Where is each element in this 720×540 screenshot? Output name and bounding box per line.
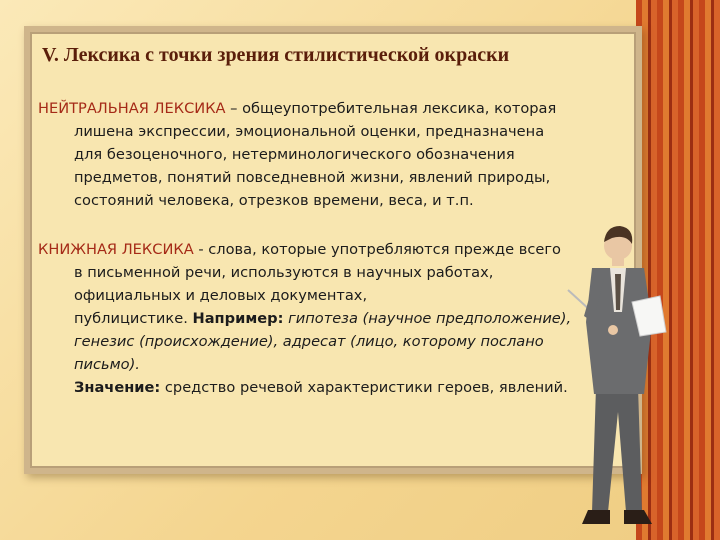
bookish-line-4 xyxy=(38,307,618,330)
neutral-term: НЕЙТРАЛЬНАЯ ЛЕКСИКА xyxy=(38,100,226,117)
example-1: гипотеза (научное предположение), xyxy=(283,310,572,327)
neutral-line-2: лишена экспрессии, эмоциональной оценки, предназначена xyxy=(74,123,545,140)
neutral-line-4: предметов, понятий повседневной жизни, явлений природы, xyxy=(74,169,551,186)
bookish-line-1 xyxy=(38,238,618,261)
bookish-term: КНИЖНАЯ ЛЕКСИКА xyxy=(38,241,194,258)
bookish-line-3: официальных и деловых документах, xyxy=(74,287,368,304)
neutral-line-5: состояний человека, отрезков времени, веса, и т.п. xyxy=(74,192,474,209)
bookish-lexicon-paragraph xyxy=(38,238,618,399)
meaning-text: средство речевой характеристики героев, явлений. xyxy=(160,379,568,396)
bookish-definition-start: - слова, которые употребляются прежде всего xyxy=(193,241,561,258)
bookish-line-2: в письменной речи, используются в научных работах, xyxy=(74,264,494,281)
businessman-illustration xyxy=(556,212,682,534)
example-2: генезис (происхождение), адресат (лицо, которому послано xyxy=(74,333,544,350)
neutral-line-1 xyxy=(38,97,618,120)
bookish-line-4-start: публицистике. xyxy=(74,310,193,327)
neutral-lexicon-paragraph xyxy=(38,97,618,212)
meaning-line xyxy=(38,376,618,399)
neutral-definition-start: – общеупотребительная лексика, которая xyxy=(225,100,557,117)
neutral-line-3: для безоценочного, нетерминологического обозначения xyxy=(74,146,515,163)
example-label: Например: xyxy=(192,310,284,327)
slide-title: V. Лексика с точки зрения стилистической окраски xyxy=(42,44,510,66)
meaning-label: Значение: xyxy=(74,379,161,396)
example-3: письмо). xyxy=(74,356,140,373)
